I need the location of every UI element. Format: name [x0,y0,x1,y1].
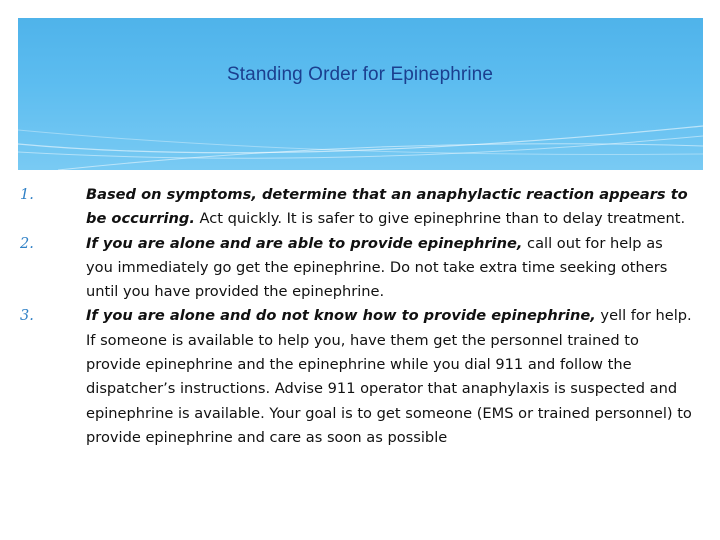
step-body-text: Act quickly. It is safer to give epinephrine than to delay treatment. [194,210,686,228]
list-item [20,183,692,232]
list-item [20,304,692,450]
decorative-curves [18,18,703,170]
step-lead-text: Based on symptoms, determine that an anaphylactic reaction appears to be occurring. [86,186,688,228]
content-area [20,183,692,450]
list-item [20,232,692,305]
step-body-text: call out for help as you immediately go get the epinephrine. Do not take extra time seeking others until you have provided the epinephrine. [86,234,668,301]
step-lead-text: If you are alone and do not know how to provide epinephrine, [86,307,596,325]
step-lead-text: If you are alone and are able to provide epinephrine, [86,234,523,252]
list-number: 1. [20,187,34,203]
title-panel [18,18,703,170]
step-body-text: yell for help. If someone is available to help you, have them get the personnel trained to provide epinephrine and the epinephrine while you dial 911 and follow the dispatcher’s instructions. Advise 911 operator that anaphylaxis is suspected and epinephrine is available. Your goal is to get someone (EMS or trained personnel) to provide epinephrine and care as soon as possible [86,307,692,446]
list-number: 2. [20,235,34,252]
slide-title: Standing Order for Epinephrine [227,64,493,85]
steps-list [20,183,692,450]
list-number: 3. [20,308,34,325]
